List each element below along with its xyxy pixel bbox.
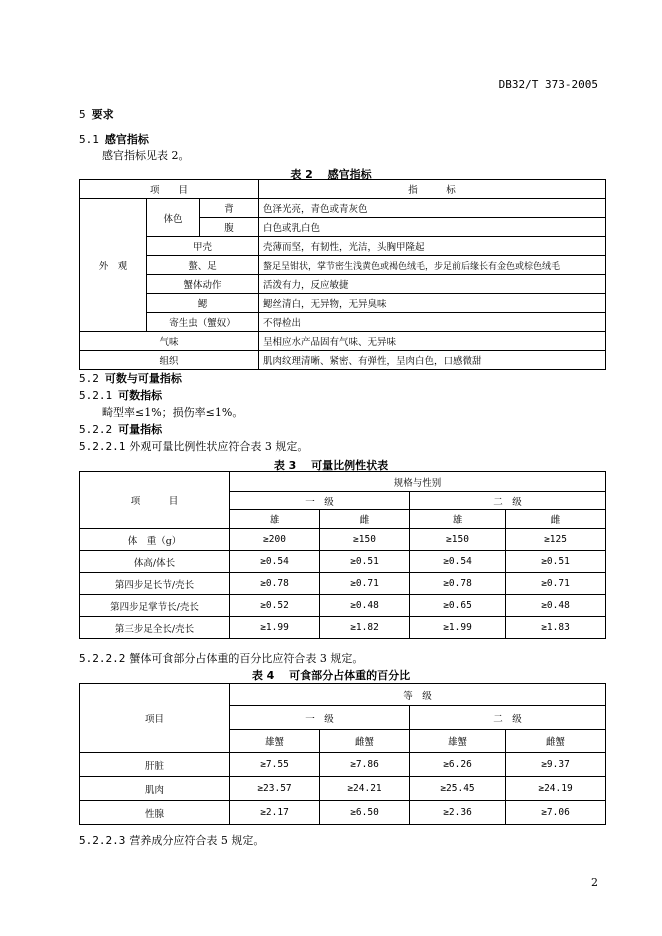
section-5-2-2-1-text bbox=[79, 438, 308, 454]
row-label: 螯、足 bbox=[147, 256, 259, 275]
section-number: 5.2.2.2 bbox=[79, 652, 126, 665]
header-sex: 雄 bbox=[410, 510, 506, 529]
table-header-row bbox=[80, 684, 606, 706]
section-title: 要求 bbox=[91, 108, 114, 121]
cell-value: ≥0.52 bbox=[230, 595, 320, 617]
table-row bbox=[80, 294, 606, 313]
section-number: 5.2.2.3 bbox=[79, 834, 126, 847]
section-title: 可量指标 bbox=[118, 423, 163, 436]
section-number: 5 bbox=[79, 108, 86, 121]
table-row bbox=[80, 199, 606, 218]
header-indicator: 指 标 bbox=[259, 180, 606, 199]
table-row bbox=[80, 777, 606, 801]
section-5-2-2-2-text bbox=[79, 650, 363, 666]
header-sex: 雄蟹 bbox=[230, 730, 320, 753]
page-number: 2 bbox=[591, 876, 598, 889]
table-2-sensory bbox=[79, 179, 606, 370]
row-value: 不得检出 bbox=[259, 313, 606, 332]
section-number: 5.2.2 bbox=[79, 423, 113, 436]
table-row bbox=[80, 313, 606, 332]
cell-value: ≥1.83 bbox=[506, 617, 606, 639]
cell-value: ≥125 bbox=[506, 529, 606, 551]
row-value: 白色或乳白色 bbox=[259, 218, 606, 237]
row-label: 背 bbox=[200, 199, 259, 218]
section-5-2-2-heading bbox=[79, 421, 162, 437]
section-5-2-1-heading bbox=[79, 387, 162, 403]
cell-value: ≥150 bbox=[410, 529, 506, 551]
row-label: 体高/体长 bbox=[80, 551, 230, 573]
header-grade: 等 级 bbox=[230, 684, 606, 706]
cell-value: ≥7.55 bbox=[230, 753, 320, 777]
section-5-heading bbox=[79, 106, 114, 122]
table-header-row bbox=[80, 180, 606, 199]
section-number: 5.2.1 bbox=[79, 389, 113, 402]
cell-value: ≥1.99 bbox=[230, 617, 320, 639]
cell-value: ≥0.54 bbox=[230, 551, 320, 573]
cell-value: ≥7.86 bbox=[320, 753, 410, 777]
row-label: 腹 bbox=[200, 218, 259, 237]
cell-value: ≥9.37 bbox=[506, 753, 606, 777]
cell-value: ≥0.48 bbox=[506, 595, 606, 617]
cell-value: ≥0.51 bbox=[320, 551, 410, 573]
table-row bbox=[80, 351, 606, 370]
table-row bbox=[80, 275, 606, 294]
header-sex: 雌蟹 bbox=[506, 730, 606, 753]
cell-value: ≥7.06 bbox=[506, 801, 606, 825]
header-sex: 雄 bbox=[230, 510, 320, 529]
row-label: 性腺 bbox=[80, 801, 230, 825]
body-color-cell: 体色 bbox=[147, 199, 200, 237]
row-value: 呈相应水产品固有气味、无异味 bbox=[259, 332, 606, 351]
table-row bbox=[80, 256, 606, 275]
paragraph-text: 营养成分应符合表 5 规定。 bbox=[129, 834, 265, 847]
paragraph-text: 外观可量比例性状应符合表 3 规定。 bbox=[129, 440, 309, 453]
cell-value: ≥1.82 bbox=[320, 617, 410, 639]
row-value: 壳薄而坚，有韧性，光洁，头胸甲隆起 bbox=[259, 237, 606, 256]
row-label: 第四步足长节/壳长 bbox=[80, 573, 230, 595]
row-label: 第三步足全长/壳长 bbox=[80, 617, 230, 639]
section-title: 感官指标 bbox=[104, 133, 149, 146]
row-label: 组织 bbox=[80, 351, 259, 370]
section-5-2-heading bbox=[79, 370, 182, 386]
header-sex: 雌蟹 bbox=[320, 730, 410, 753]
row-label: 甲壳 bbox=[147, 237, 259, 256]
row-label: 鳃 bbox=[147, 294, 259, 313]
header-grade-2: 二 级 bbox=[410, 706, 606, 730]
header-sex: 雌 bbox=[320, 510, 410, 529]
table-row bbox=[80, 753, 606, 777]
row-value: 色泽光亮，青色或青灰色 bbox=[259, 199, 606, 218]
row-value: 活泼有力，反应敏捷 bbox=[259, 275, 606, 294]
table-row bbox=[80, 529, 606, 551]
cell-value: ≥0.71 bbox=[506, 573, 606, 595]
table-row bbox=[80, 573, 606, 595]
cell-value: ≥0.78 bbox=[230, 573, 320, 595]
section-title: 可数指标 bbox=[118, 389, 163, 402]
cell-value: ≥0.48 bbox=[320, 595, 410, 617]
table-3-caption: 表 3 可量比例性状表 bbox=[273, 459, 389, 472]
row-value: 肌肉纹理清晰、紧密、有弹性，呈肉白色，口感微甜 bbox=[259, 351, 606, 370]
cell-value: ≥0.51 bbox=[506, 551, 606, 573]
header-sex: 雄蟹 bbox=[410, 730, 506, 753]
table-2-caption: 表 2 感官指标 bbox=[290, 168, 372, 181]
header-sex: 雌 bbox=[506, 510, 606, 529]
cell-value: ≥200 bbox=[230, 529, 320, 551]
row-label: 寄生虫（蟹奴） bbox=[147, 313, 259, 332]
section-title: 可数与可量指标 bbox=[104, 372, 182, 385]
header-grade-1: 一 级 bbox=[230, 492, 410, 510]
table-header-row bbox=[80, 472, 606, 492]
section-5-2-2-3-text bbox=[79, 832, 264, 848]
header-spec: 规格与性别 bbox=[230, 472, 606, 492]
header-grade-1: 一 级 bbox=[230, 706, 410, 730]
appearance-cell: 外 观 bbox=[80, 199, 147, 332]
cell-value: ≥0.71 bbox=[320, 573, 410, 595]
table-row bbox=[80, 801, 606, 825]
cell-value: ≥2.17 bbox=[230, 801, 320, 825]
cell-value: ≥2.36 bbox=[410, 801, 506, 825]
cell-value: ≥0.78 bbox=[410, 573, 506, 595]
section-5-2-1-text: 畸型率≤1%；损伤率≤1%。 bbox=[102, 406, 244, 419]
cell-value: ≥6.50 bbox=[320, 801, 410, 825]
cell-value: ≥6.26 bbox=[410, 753, 506, 777]
document-code: DB32/T 373-2005 bbox=[498, 78, 598, 91]
section-number: 5.2.2.1 bbox=[79, 440, 126, 453]
table-row bbox=[80, 332, 606, 351]
paragraph-text: 蟹体可食部分占体重的百分比应符合表 3 规定。 bbox=[129, 652, 364, 665]
cell-value: ≥0.54 bbox=[410, 551, 506, 573]
row-value: 鳃丝清白，无异物，无异臭味 bbox=[259, 294, 606, 313]
cell-value: ≥1.99 bbox=[410, 617, 506, 639]
row-label: 肌肉 bbox=[80, 777, 230, 801]
row-label: 第四步足掌节长/壳长 bbox=[80, 595, 230, 617]
cell-value: ≥23.57 bbox=[230, 777, 320, 801]
table-row bbox=[80, 237, 606, 256]
row-label: 蟹体动作 bbox=[147, 275, 259, 294]
cell-value: ≥150 bbox=[320, 529, 410, 551]
section-5-1-heading bbox=[79, 131, 149, 147]
header-item: 项目 bbox=[80, 684, 230, 753]
row-label: 肝脏 bbox=[80, 753, 230, 777]
row-label: 气味 bbox=[80, 332, 259, 351]
section-5-1-text: 感官指标见表 2。 bbox=[102, 149, 190, 162]
row-value: 螯足呈钳状，掌节密生浅黄色或褐色绒毛，步足前后缘长有金色或棕色绒毛 bbox=[259, 256, 606, 275]
header-item: 项 目 bbox=[80, 180, 259, 199]
cell-value: ≥24.19 bbox=[506, 777, 606, 801]
section-number: 5.2 bbox=[79, 372, 99, 385]
section-number: 5.1 bbox=[79, 133, 99, 146]
header-grade-2: 二 级 bbox=[410, 492, 606, 510]
cell-value: ≥25.45 bbox=[410, 777, 506, 801]
cell-value: ≥24.21 bbox=[320, 777, 410, 801]
table-3-ratio-traits bbox=[79, 471, 606, 639]
table-4-edible-parts bbox=[79, 683, 606, 825]
header-item: 项 目 bbox=[80, 472, 230, 529]
row-label: 体 重（g） bbox=[80, 529, 230, 551]
table-4-caption: 表 4 可食部分占体重的百分比 bbox=[251, 669, 411, 682]
table-row bbox=[80, 617, 606, 639]
table-row bbox=[80, 595, 606, 617]
cell-value: ≥0.65 bbox=[410, 595, 506, 617]
table-row bbox=[80, 551, 606, 573]
